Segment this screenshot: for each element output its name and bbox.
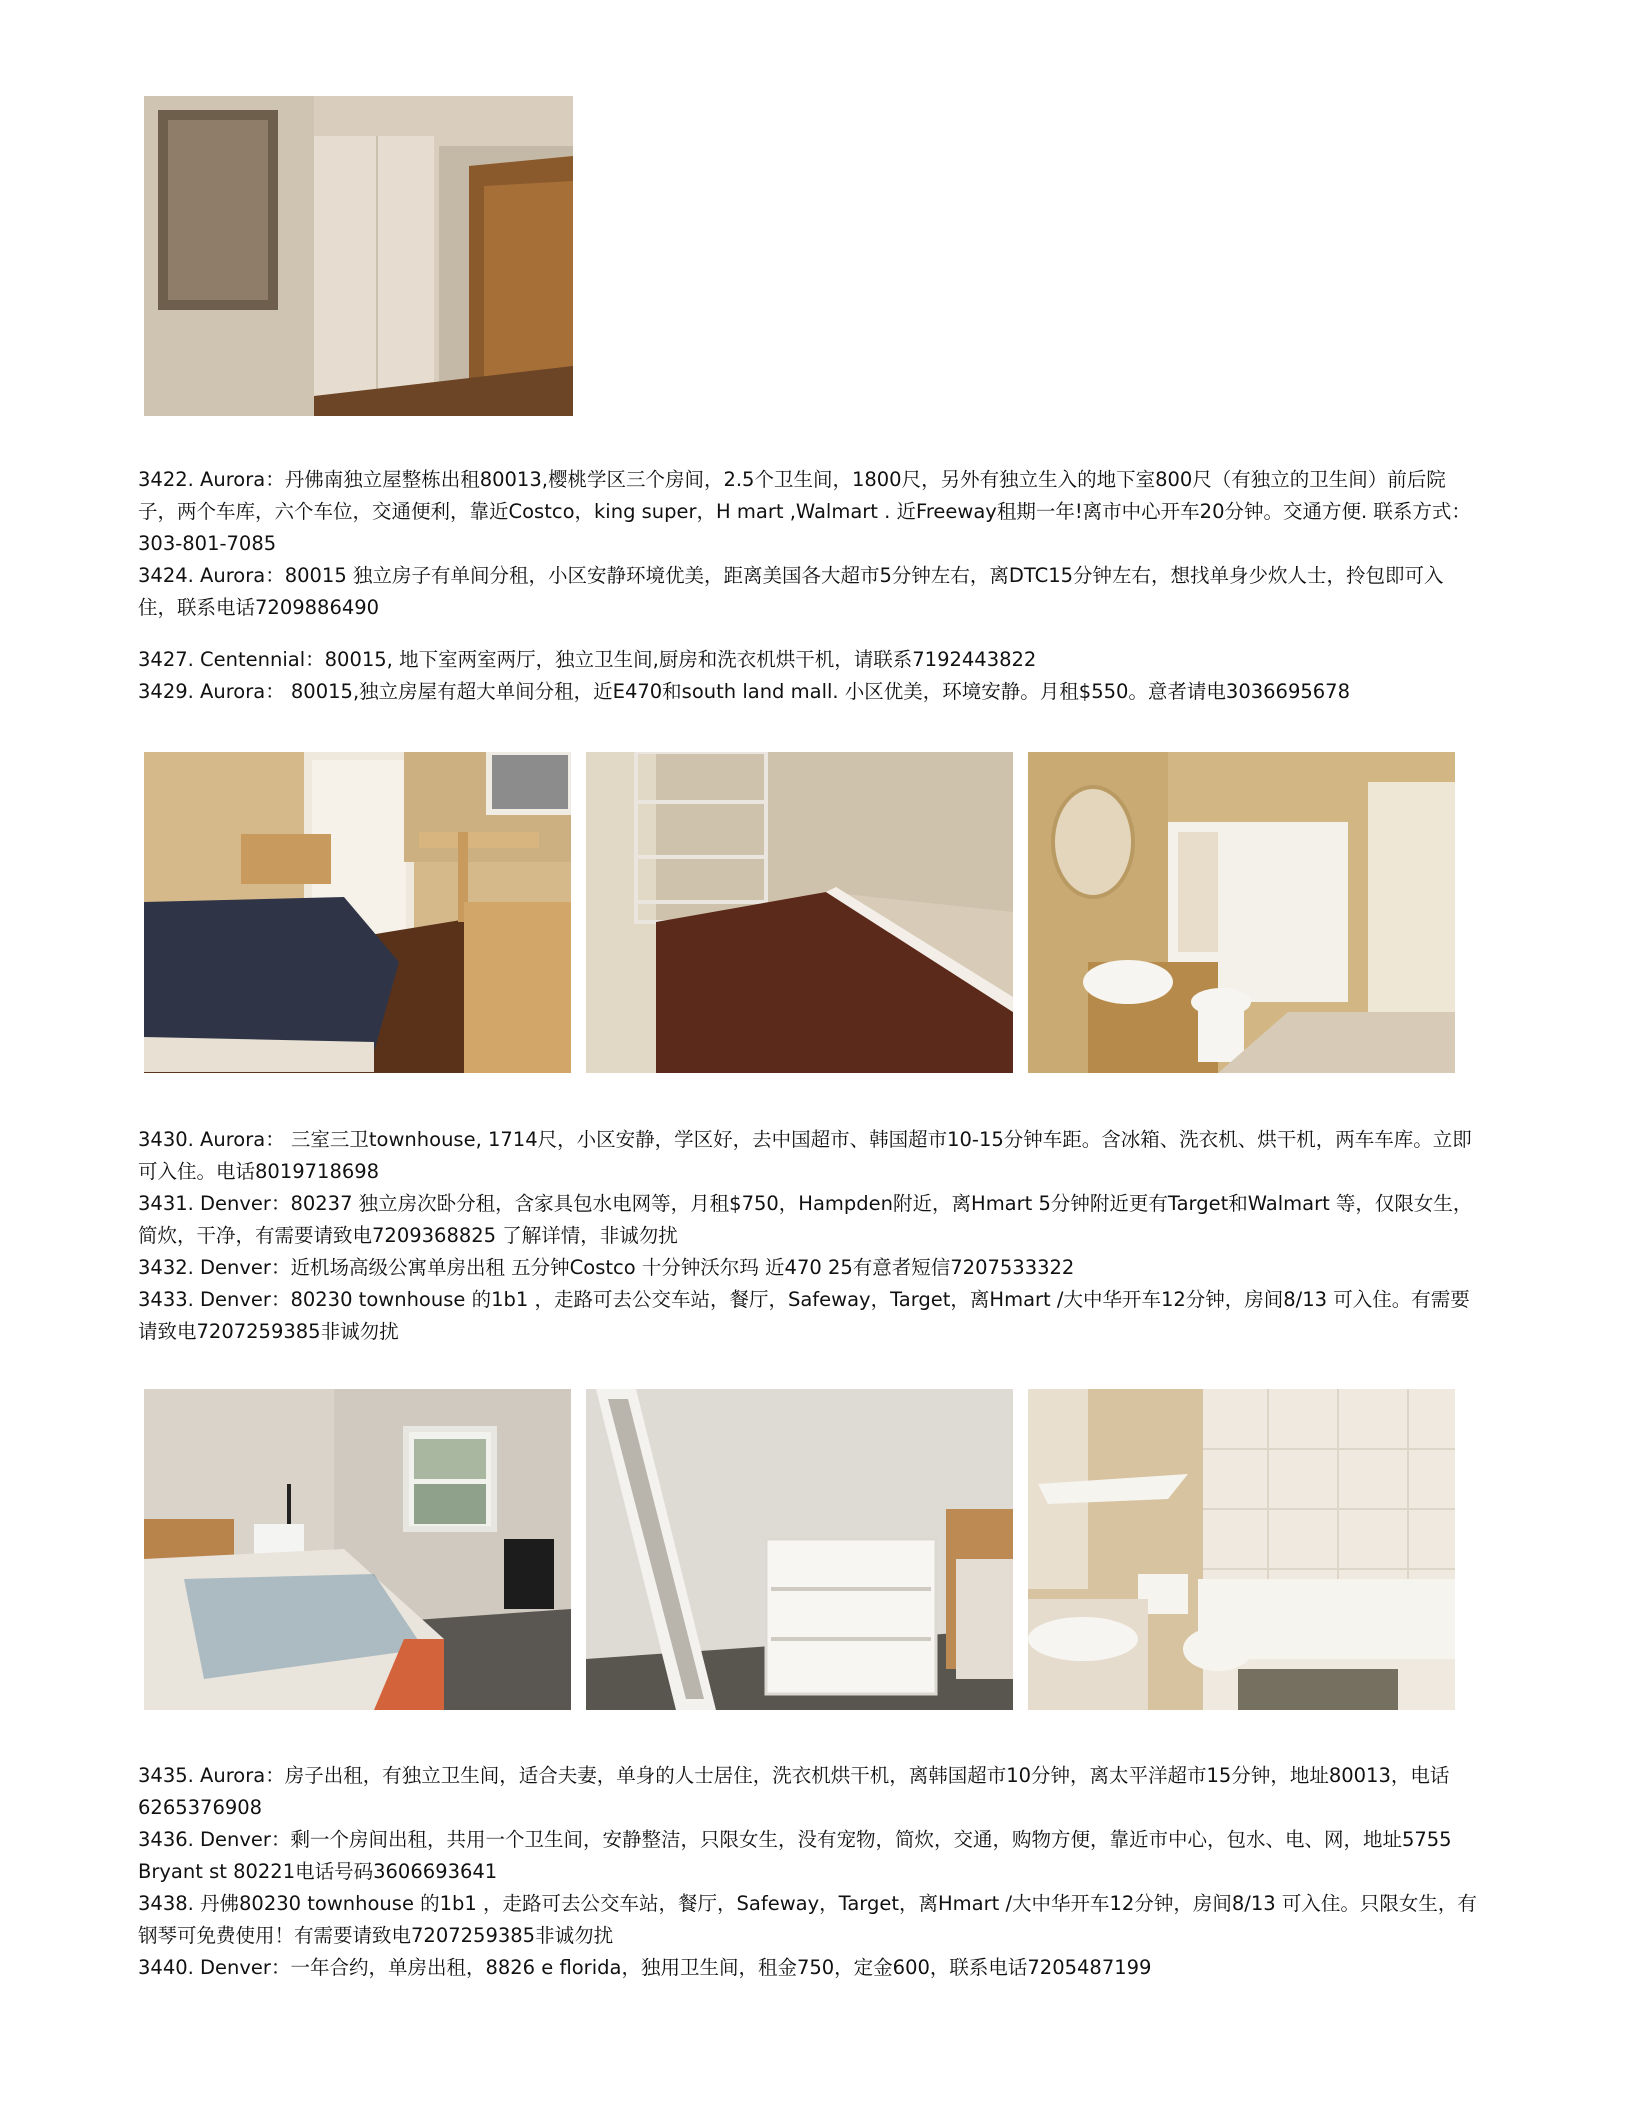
photo-dresser-2 (586, 1389, 1013, 1710)
listing-3430: 3430. Aurora： 三室三卫townhouse, 1714尺，小区安静，学区好，去中国超市、韩国超市10-15分钟车距。含冰箱、洗衣机、烘干机，两车车库。立即可入住。电话8019718698 (138, 1128, 1472, 1183)
listing-3427: 3427. Centennial：80015, 地下室两室两厅，独立卫生间,厨房和洗衣机烘干机，请联系7192443822 (138, 648, 1037, 671)
photo-hallway (144, 96, 573, 416)
listing-3438: 3438. 丹佛80230 townhouse 的1b1 ，走路可去公交车站，餐厅，Safeway，Target，离Hmart /大中华开车12分钟，房间8/13 可入住。只限女生，有钢琴可免费使用！有需要请致电7207259385非诚勿扰 (138, 1892, 1477, 1947)
photo-bathroom-2 (1028, 1389, 1455, 1710)
listing-3424: 3424. Aurora：80015 独立房子有单间分租，小区安静环境优美，距离美国各大超市5分钟左右，离DTC15分钟左右，想找单身少炊人士，拎包即可入住，联系电话7209886490 (138, 564, 1444, 619)
listings-group-2 (138, 1124, 1478, 1348)
listings-group-3 (138, 1760, 1478, 1984)
photo-bedroom-1 (144, 752, 571, 1073)
photo-bathroom-1 (1028, 752, 1455, 1073)
photo-bedroom-2 (144, 1389, 571, 1710)
listing-3429: 3429. Aurora： 80015,独立房屋有超大单间分租，近E470和south land mall. 小区优美，环境安静。月租$550。意者请电3036695678 (138, 680, 1350, 703)
listing-3433: 3433. Denver：80230 townhouse 的1b1 ，走路可去公交车站，餐厅，Safeway，Target，离Hmart /大中华开车12分钟，房间8/13 可入住。有需要请致电7207259385非诚勿扰 (138, 1288, 1470, 1343)
listing-3432: 3432. Denver：近机场高级公寓单房出租 五分钟Costco 十分钟沃尔玛 近470 25有意者短信7207533322 (138, 1256, 1075, 1279)
listing-3440: 3440. Denver：一年合约，单房出租，8826 e florida，独用卫生间，租金750，定金600，联系电话7205487199 (138, 1956, 1152, 1979)
listing-3435: 3435. Aurora：房子出租，有独立卫生间，适合夫妻，单身的人士居住，洗衣机烘干机，离韩国超市10分钟，离太平洋超市15分钟，地址80013，电话6265376908 (138, 1764, 1450, 1819)
photo-closet-1 (586, 752, 1013, 1073)
listing-3436: 3436. Denver：剩一个房间出租，共用一个卫生间，安静整洁，只限女生，没有宠物，简炊，交通，购物方便，靠近市中心，包水、电、网，地址5755 Bryant st 80221电话号码3606693641 (138, 1828, 1452, 1883)
listings-group-1 (138, 464, 1478, 708)
listing-3422: 3422. Aurora：丹佛南独立屋整栋出租80013,樱桃学区三个房间，2.5个卫生间，1800尺，另外有独立生入的地下室800尺（有独立的卫生间）前后院子，两个车库，六个车位，交通便利，靠近Costco，king super，H mart ,Walmart . 近Freeway租期一年!离市中心开车20分钟。交通方便. 联系方式：303-801-7085 (138, 468, 1471, 555)
listing-3431: 3431. Denver：80237 独立房次卧分租，含家具包水电网等，月租$750，Hampden附近，离Hmart 5分钟附近更有Target和Walmart 等，仅限女生，简炊，干净，有需要请致电7209368825 了解详情，非诚勿扰 (138, 1192, 1473, 1247)
